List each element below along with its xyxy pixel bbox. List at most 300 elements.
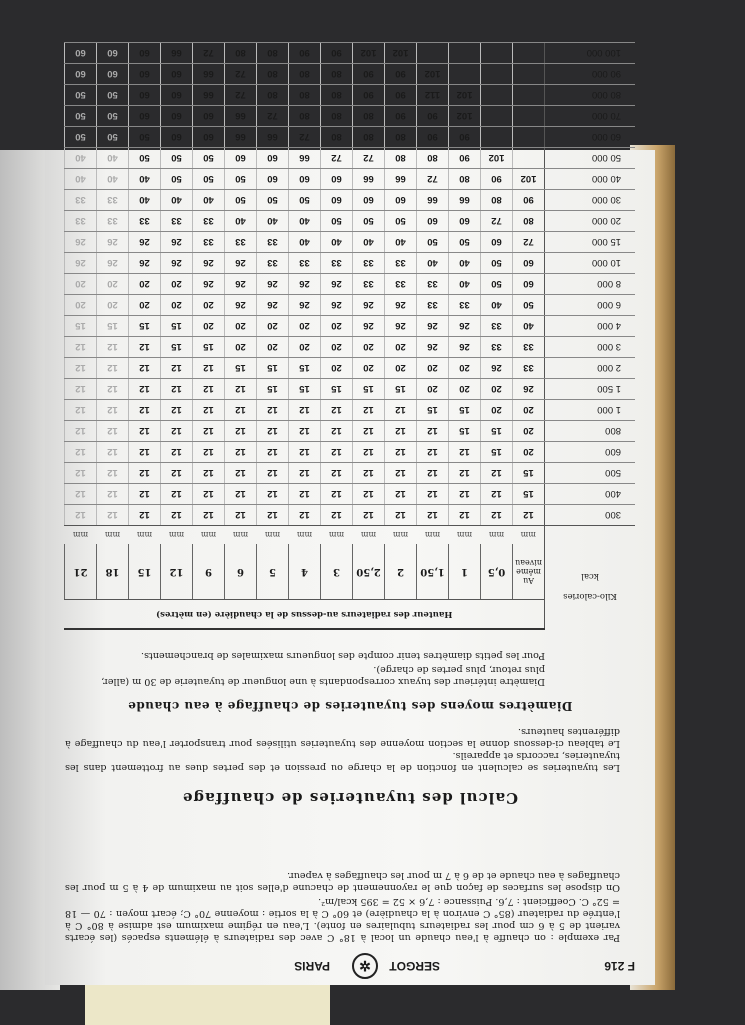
diameter-cell: 12 xyxy=(321,442,353,463)
book-page xyxy=(45,47,655,985)
diameter-cell: 102 xyxy=(417,64,449,85)
diameter-cell: 33 xyxy=(449,295,481,316)
diameter-cell: 60 xyxy=(97,43,129,64)
diameter-cell xyxy=(481,43,513,64)
unit-cell: mm xyxy=(129,526,161,545)
diameter-cell: 40 xyxy=(449,253,481,274)
brand-name: SERGOT xyxy=(389,959,440,973)
diameter-cell: 20 xyxy=(513,400,545,421)
diameter-cell: 80 xyxy=(321,127,353,148)
diameter-cell: 12 xyxy=(385,463,417,484)
diameter-cell: 72 xyxy=(225,85,257,106)
diameter-cell: 102 xyxy=(513,169,545,190)
diameter-cell: 112 xyxy=(417,85,449,106)
diameter-cell xyxy=(481,85,513,106)
diameter-cell: 12 xyxy=(321,421,353,442)
diameter-cell: 40 xyxy=(65,148,97,169)
diameter-cell: 33 xyxy=(257,232,289,253)
diameter-cell xyxy=(481,106,513,127)
table-row xyxy=(65,379,636,400)
diameter-cell: 90 xyxy=(385,64,417,85)
diameter-cell: 90 xyxy=(449,148,481,169)
diameter-cell: 60 xyxy=(129,106,161,127)
page-header xyxy=(60,953,640,977)
pipe-diameter-table xyxy=(64,42,635,630)
diameter-cell: 12 xyxy=(97,400,129,421)
table-row xyxy=(65,484,636,505)
diameter-cell: 50 xyxy=(97,106,129,127)
diameter-cell: 12 xyxy=(257,463,289,484)
diameter-cell: 33 xyxy=(225,232,257,253)
diameter-cell: 80 xyxy=(225,43,257,64)
diameter-cell: 33 xyxy=(353,253,385,274)
diameter-cell: 80 xyxy=(449,169,481,190)
kcal-cell: 1 000 xyxy=(545,400,636,421)
diameter-cell: 12 xyxy=(193,358,225,379)
diameter-cell: 12 xyxy=(129,421,161,442)
kcal-cell: 60 000 xyxy=(545,127,636,148)
height-column-header: 1,50 xyxy=(417,544,449,600)
unit-cell: mm xyxy=(225,526,257,545)
diameter-cell: 33 xyxy=(129,211,161,232)
diameter-cell: 40 xyxy=(385,232,417,253)
diameter-cell: 12 xyxy=(193,505,225,526)
diameter-cell: 26 xyxy=(513,379,545,400)
diameter-cell: 12 xyxy=(289,505,321,526)
table-row xyxy=(65,358,636,379)
diameter-cell: 12 xyxy=(353,484,385,505)
diameter-cell: 15 xyxy=(193,337,225,358)
diameter-cell: 90 xyxy=(417,106,449,127)
table-row xyxy=(65,127,636,148)
unit-cell: mm xyxy=(481,526,513,545)
diameter-cell: 20 xyxy=(321,358,353,379)
diameter-cell: 60 xyxy=(161,127,193,148)
diameter-cell: 26 xyxy=(129,253,161,274)
height-column-header: 2,50 xyxy=(353,544,385,600)
diameter-cell: 50 xyxy=(97,127,129,148)
diameter-cell: 12 xyxy=(225,505,257,526)
diameter-cell: 12 xyxy=(385,505,417,526)
diameter-cell: 26 xyxy=(385,295,417,316)
diameter-cell: 26 xyxy=(97,232,129,253)
diameter-cell: 26 xyxy=(193,253,225,274)
diameter-cell: 66 xyxy=(161,43,193,64)
diameter-cell: 12 xyxy=(321,400,353,421)
diameter-cell: 12 xyxy=(97,358,129,379)
diameter-cell: 12 xyxy=(193,463,225,484)
diameter-cell: 40 xyxy=(513,316,545,337)
diameter-cell: 80 xyxy=(417,148,449,169)
diameter-cell: 12 xyxy=(65,400,97,421)
diameter-cell: 12 xyxy=(65,337,97,358)
diameter-cell: 50 xyxy=(385,211,417,232)
diameter-cell: 33 xyxy=(417,274,449,295)
diameter-cell: 102 xyxy=(481,148,513,169)
diameter-cell: 80 xyxy=(289,106,321,127)
kcal-cell: 800 xyxy=(545,421,636,442)
diameter-cell: 12 xyxy=(385,421,417,442)
diameter-cell: 12 xyxy=(65,463,97,484)
diameter-cell: 12 xyxy=(225,379,257,400)
diameter-cell: 66 xyxy=(449,190,481,211)
diameter-cell: 50 xyxy=(225,169,257,190)
diameter-cell: 26 xyxy=(129,232,161,253)
unit-cell: mm xyxy=(385,526,417,545)
diameter-cell xyxy=(417,43,449,64)
diameter-cell: 60 xyxy=(417,211,449,232)
diameter-cell: 50 xyxy=(65,106,97,127)
diameter-cell: 33 xyxy=(417,295,449,316)
diameter-cell: 50 xyxy=(97,85,129,106)
page-number: F 216 xyxy=(604,959,635,973)
diameter-cell: 26 xyxy=(193,274,225,295)
diameter-cell: 33 xyxy=(193,211,225,232)
diameter-cell: 12 xyxy=(385,484,417,505)
diameter-cell: 50 xyxy=(129,148,161,169)
diameter-cell: 12 xyxy=(257,400,289,421)
unit-row-spacer xyxy=(545,526,636,545)
diameter-cell: 15 xyxy=(417,400,449,421)
diameter-cell: 12 xyxy=(289,463,321,484)
diameter-cell: 72 xyxy=(417,169,449,190)
table-row xyxy=(65,274,636,295)
diameter-cell: 66 xyxy=(257,127,289,148)
diameter-cell: 20 xyxy=(97,274,129,295)
diameter-cell: 80 xyxy=(353,106,385,127)
kcal-unit: kcal xyxy=(581,571,599,582)
diameter-cell: 72 xyxy=(481,211,513,232)
height-column-header: 4 xyxy=(289,544,321,600)
diameter-cell: 60 xyxy=(289,169,321,190)
diameter-cell: 12 xyxy=(161,379,193,400)
diameter-cell: 40 xyxy=(449,274,481,295)
diameter-cell: 50 xyxy=(321,211,353,232)
unit-cell: mm xyxy=(193,526,225,545)
table-row xyxy=(65,253,636,274)
diameter-cell: 26 xyxy=(65,232,97,253)
diameter-cell: 12 xyxy=(161,442,193,463)
diameter-cell: 12 xyxy=(257,505,289,526)
kcal-cell: 4 000 xyxy=(545,316,636,337)
diameter-cell: 50 xyxy=(353,211,385,232)
diameter-cell: 15 xyxy=(449,400,481,421)
height-column-header: 1 xyxy=(449,544,481,600)
diameter-cell: 12 xyxy=(129,358,161,379)
diameter-cell: 60 xyxy=(65,64,97,85)
diameter-cell: 60 xyxy=(161,85,193,106)
table-title: Diamètres moyens des tuyauteries de chauffage à eau chaude xyxy=(127,699,573,713)
height-column-header: 6 xyxy=(225,544,257,600)
diameter-cell: 20 xyxy=(385,358,417,379)
diameter-cell: 12 xyxy=(161,505,193,526)
table-row xyxy=(65,316,636,337)
height-column-header: 12 xyxy=(161,544,193,600)
diameter-cell: 12 xyxy=(161,421,193,442)
diameter-cell: 26 xyxy=(257,295,289,316)
table-row xyxy=(65,463,636,484)
diameter-cell: 12 xyxy=(481,484,513,505)
diameter-cell: 12 xyxy=(65,442,97,463)
diameter-cell: 102 xyxy=(385,43,417,64)
diameter-cell: 40 xyxy=(129,190,161,211)
diameter-cell: 80 xyxy=(257,85,289,106)
diameter-cell: 60 xyxy=(257,169,289,190)
diameter-cell: 26 xyxy=(161,232,193,253)
diameter-cell: 20 xyxy=(353,337,385,358)
kcal-cell: 2 000 xyxy=(545,358,636,379)
height-column-header: 3 xyxy=(321,544,353,600)
table-row xyxy=(65,295,636,316)
diameter-cell: 50 xyxy=(449,232,481,253)
diameter-cell: 15 xyxy=(65,316,97,337)
diameter-cell: 50 xyxy=(289,190,321,211)
height-column-header: 15 xyxy=(129,544,161,600)
diameter-cell: 12 xyxy=(129,484,161,505)
table-row xyxy=(65,85,636,106)
diameter-cell: 72 xyxy=(513,232,545,253)
table-row xyxy=(65,442,636,463)
diameter-cell: 60 xyxy=(65,43,97,64)
diameter-cell: 20 xyxy=(385,337,417,358)
kcal-cell: 30 000 xyxy=(545,190,636,211)
diameter-cell: 12 xyxy=(65,505,97,526)
unit-cell: mm xyxy=(161,526,193,545)
diameter-cell: 80 xyxy=(257,43,289,64)
diameter-cell: 80 xyxy=(257,64,289,85)
diameter-cell: 12 xyxy=(257,484,289,505)
diameter-cell: 20 xyxy=(321,337,353,358)
diameter-cell: 60 xyxy=(385,190,417,211)
diameter-cell: 50 xyxy=(65,85,97,106)
sticky-note xyxy=(85,985,330,1025)
diameter-cell: 26 xyxy=(65,253,97,274)
diameter-cell: 80 xyxy=(353,127,385,148)
diameter-cell: 12 xyxy=(225,421,257,442)
unit-cell: mm xyxy=(513,526,545,545)
unit-cell: mm xyxy=(257,526,289,545)
diameter-cell: 60 xyxy=(481,232,513,253)
diameter-cell: 80 xyxy=(289,64,321,85)
diameter-cell: 12 xyxy=(225,442,257,463)
diameter-cell: 12 xyxy=(449,463,481,484)
diameter-cell: 20 xyxy=(225,337,257,358)
diameter-cell: 12 xyxy=(193,442,225,463)
diameter-cell: 40 xyxy=(225,211,257,232)
table-row xyxy=(65,421,636,442)
diameter-cell: 12 xyxy=(225,463,257,484)
diameter-cell: 72 xyxy=(257,106,289,127)
diameter-cell: 15 xyxy=(161,337,193,358)
diameter-cell: 33 xyxy=(481,316,513,337)
table-row xyxy=(65,190,636,211)
diameter-cell: 20 xyxy=(65,295,97,316)
kcal-cell: 70 000 xyxy=(545,106,636,127)
diameter-cell: 60 xyxy=(257,148,289,169)
diameter-cell: 12 xyxy=(97,505,129,526)
diameter-cell: 50 xyxy=(417,232,449,253)
diameter-cell: 15 xyxy=(481,442,513,463)
diameter-cell: 20 xyxy=(417,358,449,379)
diameter-cell: 12 xyxy=(417,505,449,526)
diameter-cell: 26 xyxy=(289,274,321,295)
diameter-cell: 50 xyxy=(193,148,225,169)
height-column-header: 18 xyxy=(97,544,129,600)
diameter-cell: 33 xyxy=(193,232,225,253)
table-row xyxy=(65,400,636,421)
diameter-cell: 12 xyxy=(417,421,449,442)
diameter-cell: 12 xyxy=(97,379,129,400)
diameter-cell: 15 xyxy=(513,463,545,484)
diameter-cell: 72 xyxy=(193,43,225,64)
diameter-cell: 66 xyxy=(385,169,417,190)
diameter-cell: 50 xyxy=(65,127,97,148)
diameter-cell: 12 xyxy=(289,442,321,463)
diameter-cell: 20 xyxy=(257,316,289,337)
diameter-cell: 33 xyxy=(257,253,289,274)
diameter-cell: 12 xyxy=(449,442,481,463)
diameter-cell: 20 xyxy=(481,379,513,400)
intro-paragraph-1: Les tuyauteries se calculent en fonction de la charge ou pression et des pertes dues au frottement dans les tuyauteries, raccords et appareils. xyxy=(65,750,620,773)
diameter-cell: 12 xyxy=(257,421,289,442)
diameter-cell: 26 xyxy=(161,253,193,274)
diameter-cell: 20 xyxy=(65,274,97,295)
diameter-cell: 12 xyxy=(161,358,193,379)
diameter-cell: 33 xyxy=(353,274,385,295)
diameter-cell: 40 xyxy=(161,190,193,211)
diameter-cell: 40 xyxy=(289,211,321,232)
diameter-cell: 90 xyxy=(513,190,545,211)
diameter-cell: 90 xyxy=(289,43,321,64)
diameter-cell: 12 xyxy=(353,400,385,421)
kcal-cell: 500 xyxy=(545,463,636,484)
diameter-cell: 12 xyxy=(129,379,161,400)
diameter-cell: 26 xyxy=(97,253,129,274)
diameter-cell: 50 xyxy=(225,190,257,211)
diameter-cell: 12 xyxy=(65,379,97,400)
unit-cell: mm xyxy=(417,526,449,545)
diameter-cell: 80 xyxy=(289,85,321,106)
diameter-cell: 50 xyxy=(193,169,225,190)
diameter-cell: 72 xyxy=(289,127,321,148)
diameter-cell: 12 xyxy=(321,505,353,526)
kcal-cell: 15 000 xyxy=(545,232,636,253)
diameter-cell xyxy=(449,64,481,85)
diameter-cell: 26 xyxy=(353,295,385,316)
diameter-cell: 15 xyxy=(289,379,321,400)
diameter-cell: 60 xyxy=(193,106,225,127)
diameter-cell: 50 xyxy=(161,148,193,169)
diameter-cell: 26 xyxy=(417,337,449,358)
diameter-cell: 20 xyxy=(449,358,481,379)
diameter-cell: 12 xyxy=(289,484,321,505)
diameter-cell: 33 xyxy=(385,253,417,274)
diameter-cell: 26 xyxy=(321,295,353,316)
diameter-cell: 20 xyxy=(449,379,481,400)
diameter-cell: 80 xyxy=(321,85,353,106)
diameter-cell: 20 xyxy=(161,274,193,295)
diameter-cell: 15 xyxy=(321,379,353,400)
diameter-cell: 12 xyxy=(385,400,417,421)
diameter-cell xyxy=(449,43,481,64)
diameter-cell: 60 xyxy=(513,253,545,274)
diameter-cell: 33 xyxy=(65,190,97,211)
diameter-cell: 12 xyxy=(129,442,161,463)
diameter-cell: 15 xyxy=(289,358,321,379)
diameter-cell: 20 xyxy=(129,295,161,316)
diameter-cell: 60 xyxy=(225,148,257,169)
height-column-header: 5 xyxy=(257,544,289,600)
surfaces-paragraph: On dispose les surfaces de façon que le rayonnement de chacune d'elles soit au maximum de 4 à 5 m pour les chauffages à eau chaude et de 6 à 7 m pour les chauffages à vapeur. xyxy=(65,870,620,893)
diameter-cell: 33 xyxy=(97,190,129,211)
diameter-cell: 15 xyxy=(257,358,289,379)
diameter-cell: 40 xyxy=(97,148,129,169)
diameter-cell: 102 xyxy=(449,85,481,106)
diameter-cell: 66 xyxy=(353,169,385,190)
example-paragraph: Par exemple : on chauffe à l'eau chaude un local à 18° C avec des radiateurs à éléments espacés (les écarts varient de 5 à 6 cm pour les radiateurs tubulaires en fonte). L'eau en régime maximum est admise à 80° C à l'entrée du radiateur (85° C environ à la chaudière) et 60° C à la sortie : moyenne 70° C; écart moyen : 70 — 18 = 52° C. Coefficient : 7,6. Puissance : 7,6 × 52 = 395 kcal/m². xyxy=(65,896,620,943)
diameter-cell: 12 xyxy=(129,505,161,526)
diameter-cell: 50 xyxy=(481,253,513,274)
diameter-cell: 80 xyxy=(385,148,417,169)
diameter-cell: 12 xyxy=(449,505,481,526)
diameter-cell: 12 xyxy=(481,505,513,526)
diameter-cell: 80 xyxy=(321,106,353,127)
table-row xyxy=(65,232,636,253)
diameter-cell: 12 xyxy=(353,505,385,526)
height-column-header: 0,5 xyxy=(481,544,513,600)
diameter-cell: 15 xyxy=(257,379,289,400)
kcal-cell: 600 xyxy=(545,442,636,463)
diameter-cell: 40 xyxy=(97,169,129,190)
diameter-cell: 12 xyxy=(481,463,513,484)
diameter-cell: 60 xyxy=(193,127,225,148)
diameter-cell: 12 xyxy=(193,400,225,421)
diameter-cell: 60 xyxy=(129,85,161,106)
diameter-cell: 15 xyxy=(129,316,161,337)
diameter-cell xyxy=(481,64,513,85)
diameter-cell: 26 xyxy=(225,253,257,274)
diameter-cell: 80 xyxy=(513,211,545,232)
diameter-cell: 12 xyxy=(353,421,385,442)
table-row xyxy=(65,169,636,190)
diameter-cell: 12 xyxy=(385,442,417,463)
height-column-header: 9 xyxy=(193,544,225,600)
diameter-cell: 40 xyxy=(321,232,353,253)
diameter-cell xyxy=(513,148,545,169)
diameter-cell: 12 xyxy=(225,400,257,421)
unit-cell: mm xyxy=(289,526,321,545)
height-column-header: Au même niveau xyxy=(513,544,545,600)
diameter-cell: 15 xyxy=(353,379,385,400)
kcal-cell: 90 000 xyxy=(545,64,636,85)
diameter-cell: 12 xyxy=(417,463,449,484)
unit-cell: mm xyxy=(65,526,97,545)
kcal-cell: 40 000 xyxy=(545,169,636,190)
diameter-cell: 12 xyxy=(513,505,545,526)
unit-cell: mm xyxy=(353,526,385,545)
kcal-cell: 100 000 xyxy=(545,43,636,64)
kcal-cell: 80 000 xyxy=(545,85,636,106)
diameter-cell: 102 xyxy=(353,43,385,64)
diameter-cell: 12 xyxy=(257,442,289,463)
diameter-cell: 60 xyxy=(161,106,193,127)
diameter-cell: 15 xyxy=(481,421,513,442)
diameter-cell: 12 xyxy=(129,463,161,484)
diameter-cell: 12 xyxy=(449,484,481,505)
diameter-cell: 90 xyxy=(385,106,417,127)
diameter-cell: 33 xyxy=(513,337,545,358)
kcal-cell: 3 000 xyxy=(545,337,636,358)
